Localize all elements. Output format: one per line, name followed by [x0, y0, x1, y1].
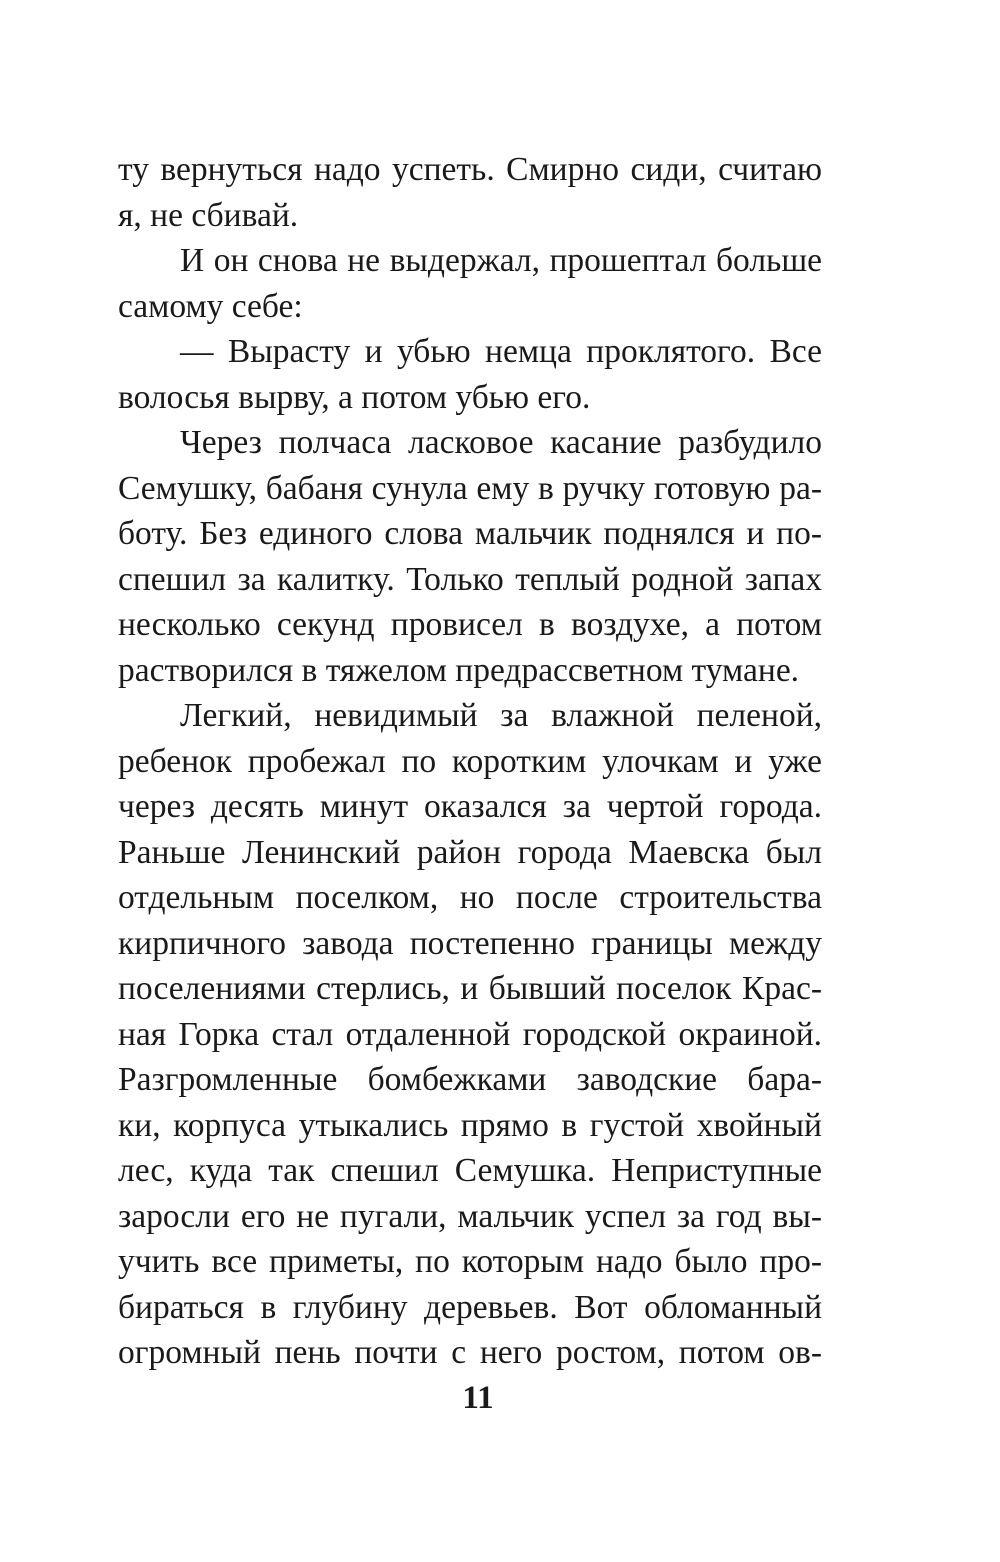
text-line: — Вырасту и убью немца проклятого. Все — [180, 333, 822, 370]
text-line: боту. Без единого слова мальчик поднялся и по- — [118, 515, 822, 552]
paragraph — [118, 147, 822, 238]
paragraph — [118, 693, 822, 1376]
body-text — [118, 147, 822, 1376]
text-line: Легкий, невидимый за влажной пеленой, — [180, 697, 822, 734]
text-line: огромный пень почти с него ростом, потом ов- — [118, 1334, 822, 1371]
text-line: ребенок пробежал по коротким улочкам и уже — [118, 742, 822, 780]
text-line: самому себе: — [118, 287, 303, 325]
text-line: лес, куда так спешил Семушка. Неприступные — [118, 1152, 822, 1189]
page-number: 11 — [462, 1380, 494, 1416]
text-line: несколько секунд провисел в воздухе, а потом — [118, 606, 822, 643]
text-line: Разгромленные бомбежками заводские бара- — [118, 1061, 822, 1098]
text-line: ная Горка стал отдаленной городской окраиной. — [118, 1015, 822, 1053]
text-line: волосья вырву, а потом убью его. — [118, 378, 591, 416]
text-line: кирпичного завода постепенно границы между — [118, 924, 822, 962]
text-line: ту вернуться надо успеть. Смирно сиди, считаю — [118, 151, 822, 188]
text-line: поселениями стерлись, и бывший поселок Крас- — [118, 970, 822, 1007]
text-line: растворился в тяжелом предрассветном тумане. — [118, 651, 800, 689]
text-line: бираться в глубину деревьев. Вот обломанный — [118, 1288, 822, 1326]
text-line: я, не сбивай. — [118, 196, 299, 234]
text-line: заросли его не пугали, мальчик успел за год вы- — [118, 1197, 822, 1235]
paragraph — [118, 238, 822, 329]
text-line: Раньше Ленинский район города Маевска был — [118, 833, 822, 871]
paragraph — [118, 420, 822, 693]
dialogue-paragraph — [118, 329, 822, 420]
text-line: спешил за калитку. Только теплый родной запах — [118, 560, 822, 598]
text-line: учить все приметы, по которым надо было про- — [118, 1243, 822, 1280]
text-line: ки, корпуса утыкались прямо в густой хвойный — [118, 1106, 822, 1144]
text-line: через десять минут оказался за чертой города. — [118, 788, 822, 825]
text-line: Семушку, бабаня сунула ему в ручку готовую ра- — [118, 469, 822, 507]
text-line: Через полчаса ласковое касание разбудило — [180, 424, 822, 461]
text-line: отдельным поселком, но после строительства — [118, 879, 822, 916]
text-line: И он снова не выдержал, прошептал больше — [180, 242, 822, 279]
